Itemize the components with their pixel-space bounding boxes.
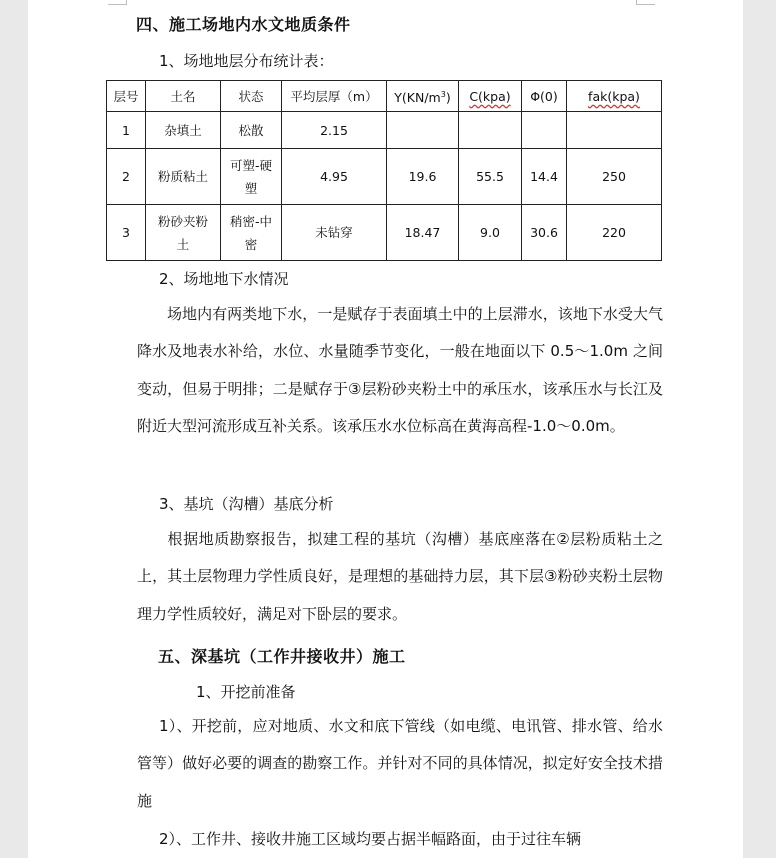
- table-cell: [459, 112, 522, 149]
- foundation-paragraph: [137, 521, 663, 633]
- table-cell: 2: [107, 149, 146, 205]
- section-4-heading: 四、施工场地内水文地质条件: [136, 15, 351, 34]
- section-4-sub-2: 2、场地地下水情况: [159, 270, 289, 288]
- table-cell: 杂填土: [146, 112, 221, 149]
- page-corner-mark-right: [636, 0, 655, 5]
- table-cell: 55.5: [459, 149, 522, 205]
- page-corner-mark-left: [108, 0, 127, 5]
- groundwater-text: 场地内有两类地下水，一是赋存于表面填土中的上层滞水，该地下水受大气降水及地表水补给，水位、水量随季节变化，一般在地面以下 0.5～1.0m 之间变动，但易于明排；二是赋存于③层粉砂夹粉土中的承压水，该承压水与长江及附近大型河流形成互补关系。该承压水水位标高在黄海高程-1.0～0.0m。: [137, 305, 663, 436]
- stratum-table: [106, 80, 662, 261]
- table-cell: 220: [567, 205, 662, 261]
- table-cell: 18.47: [387, 205, 459, 261]
- section-5-sub-1: 1、开挖前准备: [196, 683, 296, 701]
- superscript: 3: [440, 89, 446, 99]
- excavation-text-1: 1）、开挖前，应对地质、水文和底下管线（如电缆、电讯管、排水管、给水管等）做好必要的调查的勘察工作。并针对不同的具体情况，拟定好安全技术措施: [137, 717, 663, 810]
- table-cell: 30.6: [522, 205, 567, 261]
- excavation-paragraph-2: [137, 821, 663, 858]
- header-cell: 土名: [146, 81, 221, 112]
- table-cell: 250: [567, 149, 662, 205]
- table-cell: 2.15: [282, 112, 387, 149]
- excavation-text-2: 2）、工作井、接收井施工区域均要占据半幅路面，由于过往车辆: [159, 830, 582, 848]
- table-cell: 可塑-硬塑: [221, 149, 282, 205]
- table-cell: 1: [107, 112, 146, 149]
- table-cell: [522, 112, 567, 149]
- table-cell: [387, 112, 459, 149]
- header-cell: $Y(KN/m^3)$: [387, 81, 459, 112]
- table-row: [107, 205, 662, 261]
- section-4-sub-3: 3、基坑（沟槽）基底分析: [159, 495, 334, 513]
- section-4-sub-1: 1、场地地层分布统计表：: [159, 52, 334, 70]
- table-cell: 4.95: [282, 149, 387, 205]
- header-cell: [567, 81, 662, 112]
- table-cell: 未钻穿: [282, 205, 387, 261]
- header-cell: [459, 81, 522, 112]
- table-cell: 19.6: [387, 149, 459, 205]
- table-cell: 3: [107, 205, 146, 261]
- groundwater-paragraph: [137, 296, 663, 446]
- table-row: [107, 149, 662, 205]
- table-cell: 粉砂夹粉土: [146, 205, 221, 261]
- header-cell-text: C(kpa): [469, 88, 511, 104]
- table-cell: 14.4: [522, 149, 567, 205]
- header-cell: Φ(0): [522, 81, 567, 112]
- table-cell: 9.0: [459, 205, 522, 261]
- table-cell: [567, 112, 662, 149]
- table-cell: 粉质粘土: [146, 149, 221, 205]
- excavation-paragraph-1: [137, 708, 663, 820]
- foundation-text: 根据地质勘察报告，拟建工程的基坑（沟槽）基底座落在②层粉质粘土之上，其土层物理力学性质良好，是理想的基础持力层，其下层③粉砂夹粉土层物理力学性质较好，满足对下卧层的要求。: [137, 530, 663, 623]
- table-header-row: [107, 81, 662, 112]
- document-page: [28, 0, 743, 858]
- header-cell: 状态: [221, 81, 282, 112]
- section-5-heading: 五、深基坑（工作井接收井）施工: [158, 647, 406, 666]
- table-cell: 稍密-中密: [221, 205, 282, 261]
- table-cell: 松散: [221, 112, 282, 149]
- header-cell-text: fak(kpa): [588, 88, 640, 104]
- header-cell: 平均层厚（m）: [282, 81, 387, 112]
- table-row: [107, 112, 662, 149]
- header-cell: 层号: [107, 81, 146, 112]
